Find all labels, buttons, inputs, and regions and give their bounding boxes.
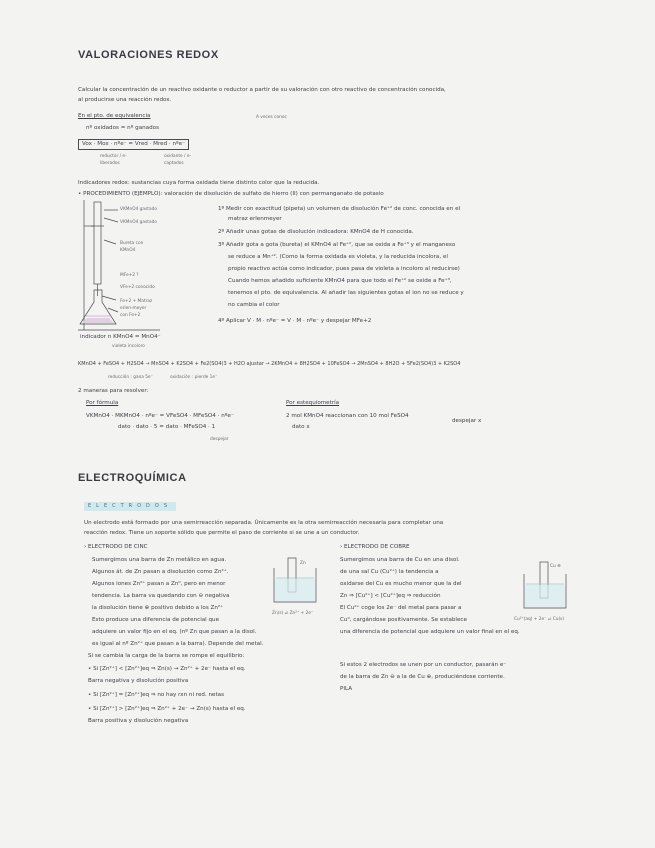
equiv-ratio: nº oxidados = nº ganados [86, 125, 159, 131]
zinc-text-4: la disolución tiene ⊕ positivo debido a los Zn²⁺ [92, 605, 224, 611]
section-title-electroquimica: ELECTROQUÍMICA [78, 472, 187, 484]
zinc-text-2: Algunos iones Zn²⁺ pasan a Zn⁰, pero en menor [92, 581, 226, 587]
copper-text-1: de una sal Cu (Cu²⁺) la tendencia a [340, 569, 439, 575]
diagram-label-6: Fe+2 + Matraz erlen-meyer con Fe+2 [120, 299, 153, 318]
copper-fig-label-1: Cu ⊕ [550, 564, 561, 569]
zinc-text-10: Barra negativa y disolución positiva [88, 678, 189, 684]
reaction-equation: KMnO4 + FeSO4 + H2SO4 → MnSO4 + K2SO4 + Fe2(SO4)3 + H2O ajustar → 2KMnO4 + 8H2SO4 + 10FeSO4 → 2MnSO4 + 8H2O + 5Fe2(SO4)3 + K2SO4 [78, 361, 461, 367]
method2-line-2: dato x [292, 424, 310, 430]
indicator-eq: indicador n KMnO4 = MnO4⁻ [80, 334, 161, 340]
reaction-note-2: oxidación : pierde 1e⁻ [170, 375, 218, 380]
diagram-label-3: Bureta con KMnO4 [120, 241, 144, 253]
step-1b: matraz erlenmeyer [228, 216, 282, 222]
step-4: 4º Aplicar V · M · nºe⁻ = V · M · nºe⁻ y despejar MFe+2 [218, 318, 372, 324]
zinc-text-6: adquiere un valor fijo en el eq. (nº Zn que pasan a la disol. [92, 629, 257, 635]
step-2: 2º Añadir unas gotas de disolución indicadora: KMnO4 de H conocida. [218, 229, 414, 235]
procedure-title: • PROCEDIMIENTO (EJEMPLO): valoración de disolución de sulfato de hierro (II) con permanganato de potasio [78, 191, 384, 197]
diagram-label-4: MFe+2 ? [120, 273, 139, 278]
closing-line-1: Si estos 2 electrodos se unen por un conductor, pasarán e⁻ [340, 662, 507, 668]
indicators-text: Indicadores redox: sustancias cuya forma oxidada tiene distinto color que la reducida. [78, 180, 320, 186]
copper-text-5: Cu⁰, cargándose positivamente. Se establece [340, 617, 467, 623]
section-title-valoraciones: VALORACIONES REDOX [78, 49, 219, 61]
zinc-text-0: Sumergimos una barra de Zn metálico en agua. [92, 557, 227, 563]
copper-fig-label-2: Cu²⁺(aq) + 2e⁻ ⇌ Cu(s) [514, 617, 565, 622]
method1-line-2: dato · dato · 5 = dato · MFeSO4 · 1 [118, 424, 216, 430]
formula-note-2: oxidante / e-captados [164, 154, 192, 166]
method1-line-1: VKMnO4 · MKMnO4 · nºe⁻ = VFeSO4 · MFeSO4 · nºe⁻ [86, 413, 234, 419]
formula-note-1: reductor / e-liberados [100, 154, 127, 166]
step-3a: 3º Añadir gota a gota (bureta) el KMnO4 al Fe⁺², que se oxida a Fe⁺³ y el manganeso [218, 242, 456, 248]
copper-text-0: Sumergimos una barra de Cu en una disol. [340, 557, 460, 563]
step-3e: tenemos el pto. de equivalencia. Al añadir las siguientes gotas el ion no se reduce y [228, 290, 464, 296]
methods-title: 2 maneras para resolver: [78, 388, 149, 394]
electro-intro-1: Un electrodo está formado por una semirreacción separada. Únicamente es la otra semirreacción necesaria para completar una [84, 520, 444, 526]
step-3c: propio reactivo actúa como indicador, pues pasa de violeta a incoloro al reducirse) [228, 266, 460, 272]
copper-text-2: oxidarse del Cu es mucho menor que la del [340, 581, 462, 587]
closing-line-2: de la barra de Zn ⊖ a la de Cu ⊕, produciéndose corriente. [340, 674, 505, 680]
zinc-text-5: Esto produce una diferencia de potencial que [92, 617, 220, 623]
method1-line-3: despejar [210, 437, 229, 442]
electro-intro-2: reacción redox. Tiene un soporte sólido que permite el paso de corriente si se une a un conductor. [84, 530, 360, 536]
diagram-label-5: VFe+2 conocido [120, 285, 155, 290]
intro-line-2: al producirse una reacción redox. [78, 97, 172, 103]
step-3d: Cuando hemos añadido suficiente KMnO4 para que todo el Fe⁺² se oxide a Fe⁺³, [228, 278, 452, 284]
zinc-title: › ELECTRODO DE CINC [84, 544, 148, 550]
copper-text-4: El Cu²⁺ coge los 2e⁻ del metal para pasar a [340, 605, 462, 611]
closing-line-3: PILA [340, 686, 353, 692]
method2-title: Por estequiometría [286, 400, 340, 406]
zinc-text-1: Algunos át. de Zn pasan a disolución como Zn²⁺. [92, 569, 229, 575]
step-3b: se reduce a Mn⁺². (Como la forma oxidada es violeta, y la reducida incolora, el [228, 254, 448, 260]
copper-title: › ELECTRODO DE COBRE [340, 544, 410, 550]
zinc-text-3: tendencia. La barra va quedando con ⊖ negativa [92, 593, 230, 599]
zinc-fig-label-2: Zn(s) ⇌ Zn²⁺ + 2e⁻ [272, 611, 314, 616]
step-3f: no cambia el color [228, 302, 280, 308]
equiv-formula: Vox · Mox · nºe⁻ = Vred · Mred · nºe⁻ [78, 139, 189, 150]
equiv-label: En el pto. de equivalencia [78, 113, 151, 119]
intro-line-1: Calcular la concentración de un reactivo oxidante o reductor a partir de su valoración con otro reactivo de concentración conocida, [78, 87, 446, 93]
copper-text-3: Zn ⇒ [Cu²⁺] < [Cu²⁺]eq ⇒ reducción [340, 593, 441, 599]
zinc-text-11: • Si [Zn²⁺] = [Zn²⁺]eq ⇒ no hay rxn ni red. netas [88, 692, 225, 698]
diagram-label-1: VKMnO4 gastado [120, 207, 157, 212]
method2-line-3: despejar x [452, 418, 482, 424]
reaction-note-1: reducción : gana 5e⁻ [108, 375, 153, 380]
zinc-text-8: Si se cambia la carga de la barra se rompe el equilibrio: [88, 653, 245, 659]
diagram-label-2: VKMnO4 gastado [120, 220, 157, 225]
method2-line-1: 2 mol KMnO4 reaccionan con 10 mol FeSO4 [286, 413, 409, 419]
zinc-text-7: es igual al nº Zn²⁺ que pasan a la barra). Depende del metal. [92, 641, 264, 647]
step-1a: 1º Medir con exactitud (pipeta) un volumen de disolución Fe⁺² de conc. conocida en el [218, 206, 461, 212]
copper-text-6: una diferencia de potencial que adquiere un valor final en el eq. [340, 629, 520, 635]
equiv-note: A veces conoc [256, 115, 287, 120]
zinc-text-13: Barra positiva y disolución negativa [88, 718, 189, 724]
zinc-text-12: • Si [Zn²⁺] > [Zn²⁺]eq ⇒ Zn²⁺ + 2e⁻ → Zn(s) hasta el eq. [88, 706, 246, 712]
subtitle-electrodos: ELECTRODOS [84, 502, 176, 511]
method1-title: Por fórmula [86, 400, 119, 406]
indicator-sub: violeta incoloro [112, 344, 145, 349]
zinc-fig-label-1: Zn [300, 561, 306, 566]
zinc-text-9: • Si [Zn²⁺] < [Zn²⁺]eq ⇒ Zn(s) → Zn²⁺ + 2e⁻ hasta el eq. [88, 666, 246, 672]
